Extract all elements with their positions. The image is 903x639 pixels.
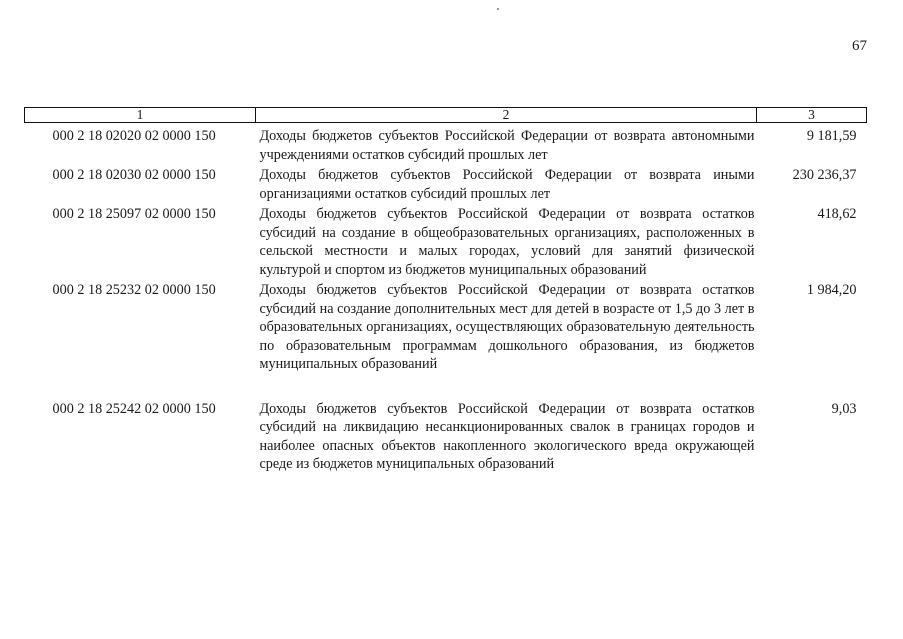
revenue-amount: 230 236,37 xyxy=(792,167,857,183)
revenue-amount: 1 984,20 xyxy=(806,282,857,298)
budget-code: 000 2 18 02030 02 0000 150 xyxy=(52,167,216,183)
revenue-description: Доходы бюджетов субъектов Российской Федерации от возврата остатков субсидий на создание в общеобразовательных организациях, расположенных в сельской местности и малых городах, условий для занятий физической культурой и спортом из бюджетов муниципальных образований xyxy=(259,206,755,278)
table-row xyxy=(25,164,867,203)
table-header-row xyxy=(25,108,867,123)
scan-speck xyxy=(497,8,499,10)
table-row xyxy=(25,374,867,474)
revenue-amount: 418,62 xyxy=(817,206,857,222)
column-header-code: 1 xyxy=(25,108,256,123)
budget-code: 000 2 18 25097 02 0000 150 xyxy=(52,206,216,222)
budget-code: 000 2 18 25242 02 0000 150 xyxy=(52,400,216,417)
table-row xyxy=(25,123,867,165)
table-row xyxy=(25,279,867,374)
revenue-description: Доходы бюджетов субъектов Российской Федерации от возврата остатков субсидий на ликвидацию несанкционированных свалок в границах городов и наиболее опасных объектов накопленного экологического вреда окружающей среде из бюджетов муниципальных образований xyxy=(259,400,755,472)
table-row xyxy=(25,203,867,279)
revenue-description: Доходы бюджетов субъектов Российской Федерации от возврата иными организациями остатков субсидий прошлых лет xyxy=(259,167,755,202)
page-number: 67 xyxy=(852,38,867,54)
revenue-description: Доходы бюджетов субъектов Российской Федерации от возврата остатков субсидий на создание дополнительных мест для детей в возрасте от 1,5 до 3 лет в образовательных организациях, осуществляющих образовательную деятельность по образовательным программам дошкольного образования, из бюджетов муниципальных образований xyxy=(259,282,755,372)
revenue-description: Доходы бюджетов субъектов Российской Федерации от возврата автономными учреждениями остатков субсидий прошлых лет xyxy=(259,128,755,163)
revenue-amount: 9,03 xyxy=(831,400,857,417)
budget-revenue-table xyxy=(24,107,867,474)
budget-code: 000 2 18 02020 02 0000 150 xyxy=(52,128,216,144)
budget-code: 000 2 18 25232 02 0000 150 xyxy=(52,282,216,298)
column-header-description: 2 xyxy=(256,108,757,123)
revenue-amount: 9 181,59 xyxy=(806,128,857,144)
column-header-amount: 3 xyxy=(757,108,867,123)
